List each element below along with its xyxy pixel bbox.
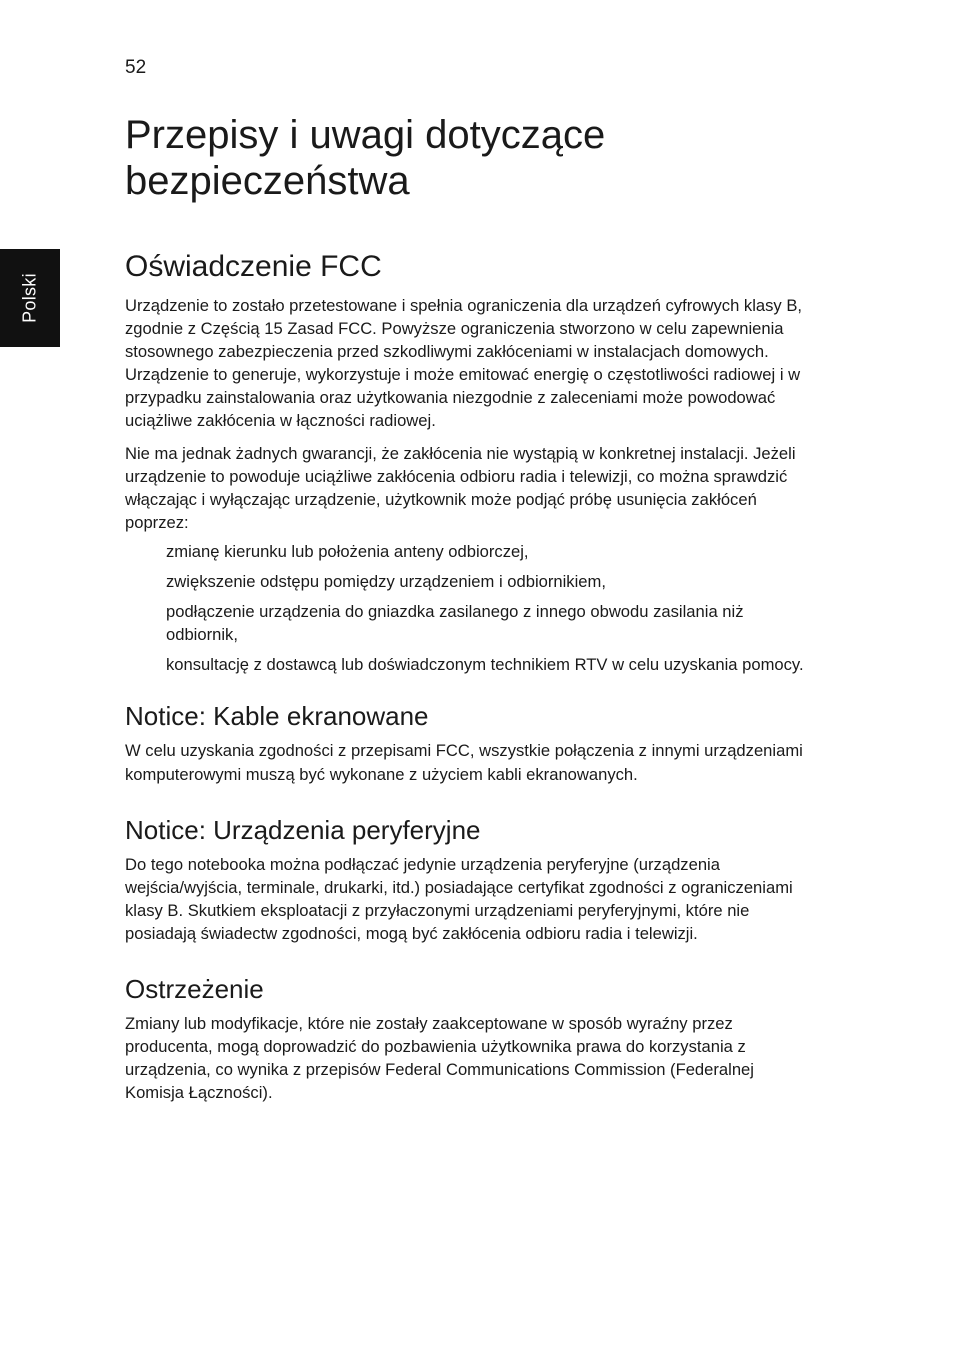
section-cables [125,700,815,785]
list-item: konsultację z dostawcą lub doświadczonym technikiem RTV w celu uzyskania pomocy. [166,655,804,675]
list-item: zmianę kierunku lub położenia anteny odbiorczej, [166,541,529,561]
page-number: 52 [125,57,147,78]
warning-paragraph: Zmiany lub modyfikacje, które nie zostały zaakceptowane w sposób wyraźny przez producenta, mogą doprowadzić do pozbawienia użytkownika prawa do korzystania z urządzenia, co wynika z przepisów Federal Communications Commission (Federalnej Komisja Łączności). [125,1013,754,1103]
page-title: Przepisy i uwagi dotyczące bezpieczeństwa [125,113,606,203]
fcc-remedy-list [166,540,815,676]
language-side-tab [0,249,60,347]
section-title-peripherals: Notice: Urządzenia peryferyjne [125,814,481,845]
page-content [125,112,815,1104]
side-tab-label: Polski [19,273,40,323]
section-title-fcc: Oświadczenie FCC [125,250,382,283]
peripherals-paragraph: Do tego notebooka można podłączać jedynie urządzenia peryferyjne (urządzenia wejścia/wyjścia, terminale, drukarki, itd.) posiadające certyfikat zgodności z ograniczeniami klasy B. Skutkiem eksploatacji z przyłaczonymi urządzeniami peryferyjnymi, które nie posiadają świadectw zgodności, mogą być zakłócenia odbioru radia i telewizji. [125,854,793,943]
section-title-cables: Notice: Kable ekranowane [125,701,429,732]
cables-paragraph: W celu uzyskania zgodności z przepisami FCC, wszystkie połączenia z innymi urządzeniami komputerowymi muszą być wykonane z użyciem kabli ekranowanych. [125,741,803,784]
list-item: podłączenie urządzenia do gniazdka zasilanego z innego obwodu zasilania niż odbiornik, [166,602,744,645]
section-warning [125,973,815,1104]
fcc-paragraph-2: Nie ma jednak żadnych gwarancji, że zakłócenia nie wystąpią w konkretnej instalacji. Jeżeli urządzenie to powoduje uciążliwe zakłócenia odbioru radia i telewizji, co można sprawdzić włączając i wyłączając urządzenie, użytkownik może podjąć próbę usunięcia zakłóceń poprzez: [125,443,796,532]
section-fcc [125,249,815,676]
fcc-paragraph-1: Urządzenie to zostało przetestowane i spełnia ograniczenia dla urządzeń cyfrowych klasy B, zgodnie z Częścią 15 Zasad FCC. Powyższe ograniczenia stworzono w celu zapewnienia stosownego zabezpieczenia przed szkodliwymi zakłóceniami w instalacjach domowych. Urządzenie to generuje, wykorzystuje i może emitować energię o częstotliwości radiowej i w przypadku zainstalowania oraz użytkowania niezgodnie z zaleceniami może powodować uciążliwe zakłócenia w łączności radiowej. [125,296,803,431]
section-peripherals [125,814,815,945]
list-item: zwiększenie odstępu pomiędzy urządzeniem i odbiornikiem, [166,572,606,592]
section-title-warning: Ostrzeżenie [125,973,264,1004]
